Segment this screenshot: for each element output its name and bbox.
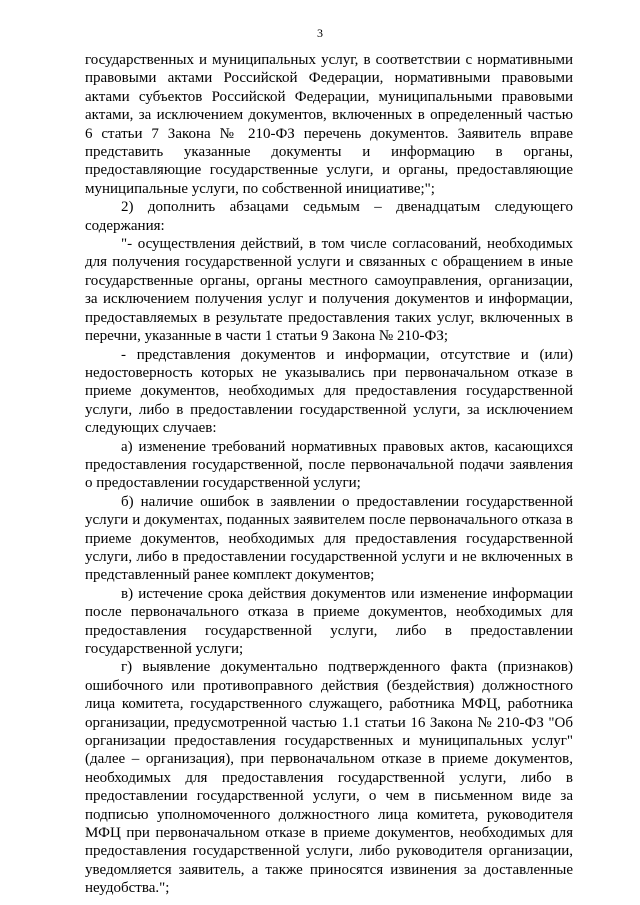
document-body: [85, 51, 573, 898]
paragraph-continuation: государственных и муниципальных услуг, в соответствии с нормативными правовыми актами Российской Федерации, нормативными правовыми актами субъектов Российской Федерации, муниципальными правовыми актами, за исключением документов, включенных в определенный частью 6 статьи 7 Закона № 210-ФЗ перечень документов. Заявитель вправе представить указанные документы и информацию в органы, предоставляющие государственные услуги, и органы, предоставляющие муниципальные услуги, по собственной инициативе;";: [85, 52, 573, 197]
paragraph-case-b: б) наличие ошибок в заявлении о предоставлении государственной услуги и документах, поданных заявителем после первоначального отказа в приеме документов, необходимых для предоставления государственной услуги, либо в предоставлении государственной услуги и не включенных в представленный ранее комплект документов;: [85, 493, 573, 584]
paragraph-actions-exception: "- осуществления действий, в том числе согласований, необходимых для получения государственной услуги и связанных с обращением в иные государственные органы, органы местного самоуправления, организации, за исключением получения услуг и получения документов и информации, предоставляемых в результате предоставления таких услуг, включенных в перечни, указанные в части 1 статьи 9 Закона № 210-ФЗ;: [85, 236, 573, 345]
paragraph-item-2: 2) дополнить абзацами седьмым – двенадцатым следующего содержания:: [85, 199, 573, 234]
paragraph-case-a: а) изменение требований нормативных правовых актов, касающихся предоставления государственной, после первоначальной подачи заявления о предоставлении государственной услуги;: [85, 438, 573, 492]
paragraph-case-c: в) истечение срока действия документов или изменение информации после первоначального отказа в приеме документов, необходимых для предоставления государственной услуги, либо в предоставлении государственной услуги;: [85, 585, 573, 657]
paragraph-documents-exception: - представления документов и информации, отсутствие и (или) недостоверность которых не указывались при первоначальном отказе в приеме документов, необходимых для предоставления государственной услуги, либо в предоставлении государственной услуги, за исключением следующих случаев:: [85, 346, 573, 437]
paragraph-case-d: г) выявление документально подтвержденного факта (признаков) ошибочного или противоправного действия (бездействия) должностного лица комитета, государственного служащего, работника МФЦ, работника организации, предусмотренной частью 1.1 статьи 16 Закона № 210-ФЗ "Об организации предоставления государственных и муниципальных услуг" (далее – организация), при первоначальном отказе в приеме документов, необходимых для предоставления государственной услуги, либо в предоставлении государственной услуги, о чем в письменном виде за подписью уполномоченного должностного лица комитета, руководителя МФЦ при первоначальном отказе в приеме документов, необходимых для предоставления государственной услуги, либо руководителя организации, уведомляется заявитель, а также приносятся извинения за доставленные неудобства.";: [85, 659, 573, 897]
page-number: 3: [317, 26, 323, 40]
